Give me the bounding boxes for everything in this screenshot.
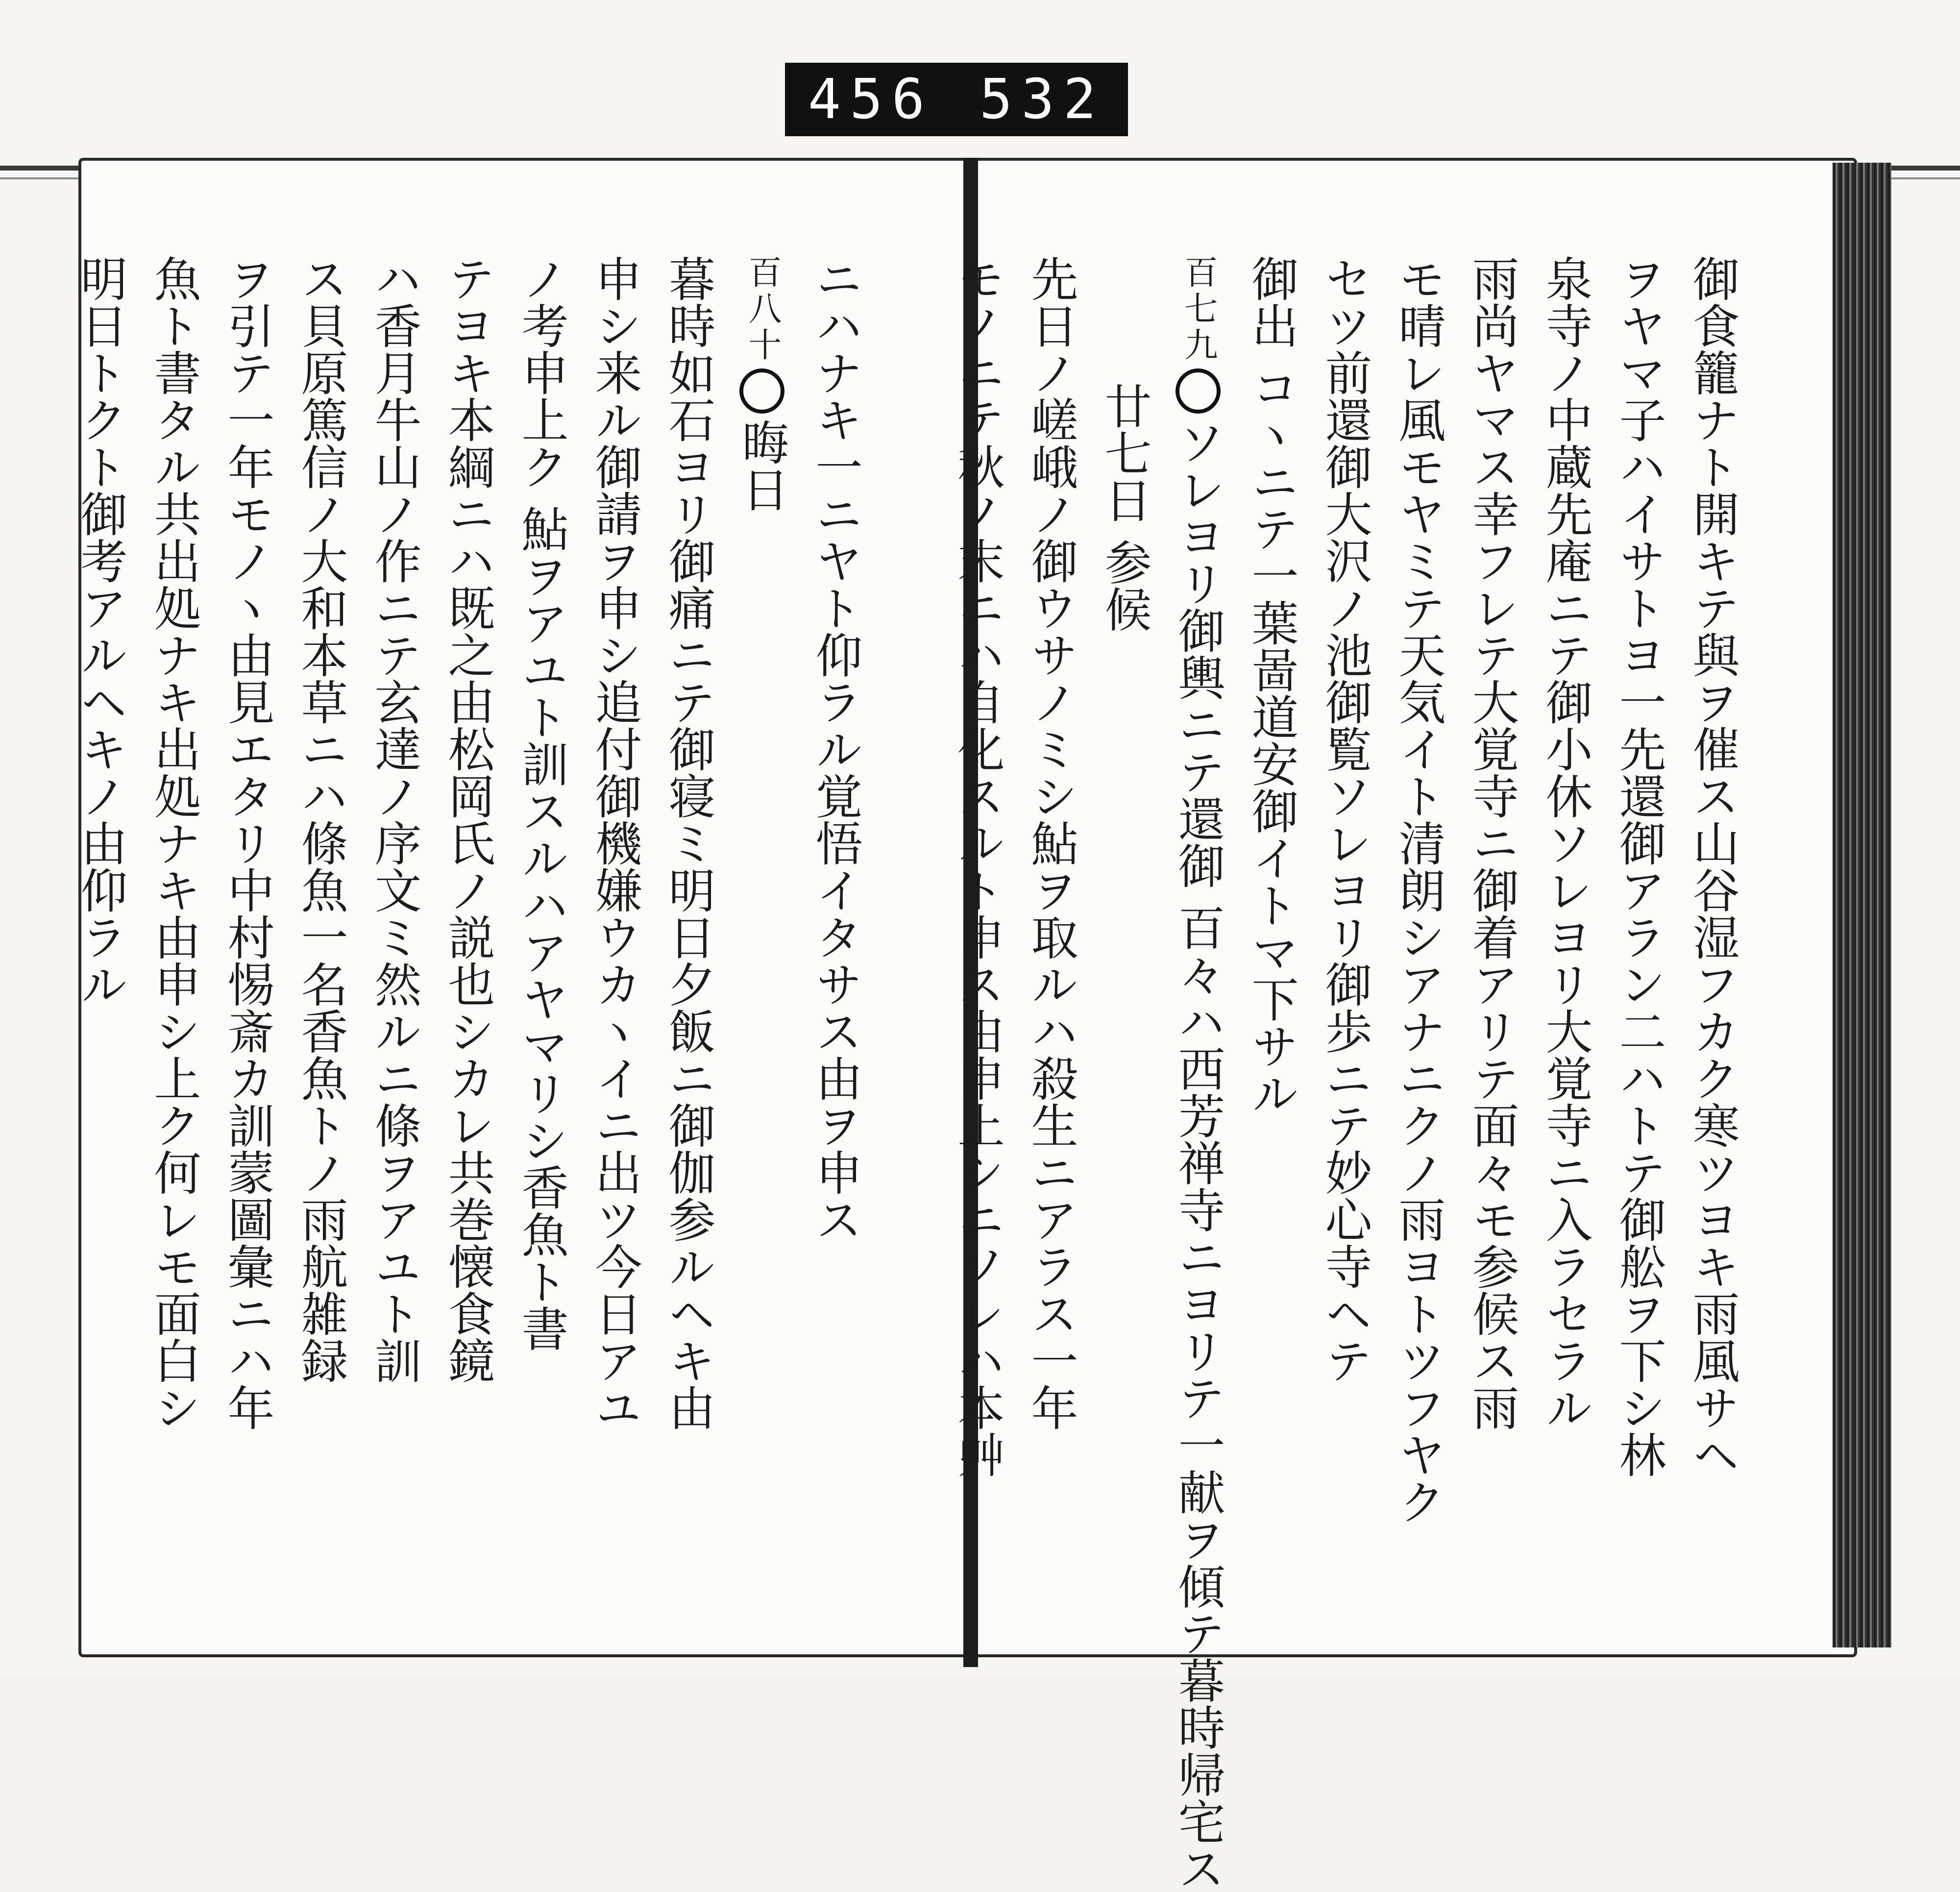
column-text: 申シ来ル御請ヲ申シ追付御機嫌ウカヽイニ出ツ今日アユ <box>588 255 642 1431</box>
column-text: 魚ト書タル共出処ナキ出処ナキ由申シ上ク何レモ面白シ <box>147 255 201 1431</box>
text-column <box>1235 255 1308 1499</box>
circle-marker-icon <box>1176 369 1221 414</box>
column-text: ス貝原篤信ノ大和本草ニハ條魚一名香魚トノ雨航雑録 <box>294 255 348 1384</box>
text-column <box>211 255 284 1499</box>
column-text: ハ香月牛山ノ作ニテ玄達ノ序文ミ然ルニ條ヲアユト訓 <box>367 255 422 1384</box>
text-column <box>1308 255 1382 1499</box>
column-text: ソレヨリ御輿ニテ還御 百々ハ西芳禅寺ニヨリテ一献ヲ傾テ暮時帰宅ス <box>1171 418 1225 1892</box>
frame-number-left: 456 <box>808 68 934 131</box>
text-column <box>137 255 211 1499</box>
text-column <box>284 255 358 1499</box>
text-column <box>1161 255 1235 1892</box>
text-column <box>799 255 872 1499</box>
text-column <box>64 255 137 1499</box>
left-page-text <box>73 0 872 1499</box>
column-text: 先日ノ嵯峨ノ御ウサノミシ鮎ヲ取ルハ殺生ニアラス一年 <box>1024 255 1078 1431</box>
text-column <box>505 255 578 1499</box>
column-text: ヲヤマ子ハイサトヨ一先還御アラン二ハトテ御舩ヲ下シ林 <box>1612 255 1666 1478</box>
frame-number-right: 532 <box>979 68 1105 131</box>
text-column <box>578 255 652 1499</box>
text-column <box>652 255 725 1499</box>
column-text: セツ前還御大沢ノ池御覧ソレヨリ御歩ニテ妙心寺ヘテ <box>1318 255 1372 1384</box>
column-text: ニハナキ一ニヤト仰ラル覚悟イタサス由ヲ申ス <box>808 255 863 1243</box>
text-column <box>1382 255 1455 1525</box>
text-column <box>358 255 431 1499</box>
column-text: テヨキ本綱ニハ既之由松岡氏ノ説也シカレ共巻懐食鏡 <box>441 255 495 1384</box>
page-edges <box>1833 163 1891 1647</box>
text-column <box>431 255 505 1499</box>
column-text: 廿七日 参候 <box>1097 382 1152 633</box>
text-column <box>1014 255 1088 1499</box>
right-page-text <box>946 0 1749 1892</box>
column-text: 御食籠ナト開キテ與ヲ催ス山谷湿フカク寒ツヨキ雨風サヘ <box>1685 255 1740 1478</box>
circle-marker-icon <box>739 369 784 414</box>
entry-number: 百八十 <box>743 255 782 364</box>
column-text: ノ考申上ク 鮎ヲアユト訓スルハアヤマリシ香魚ト書 <box>514 255 569 1352</box>
column-text: 雨尚ヤマス幸フレテ大覚寺ニ御着アリテ面々モ参候ス雨 <box>1465 255 1519 1431</box>
column-text: 泉寺ノ中蔵先庵ニテ御小休ソレヨリ大覚寺ニ入ラセラル <box>1538 255 1593 1431</box>
text-column <box>1455 255 1529 1499</box>
text-column <box>941 255 1014 1499</box>
column-text: モノニテ秋ノ末ニハ自化スルト申ス由申上シニソレハ本艸 <box>950 255 1005 1478</box>
column-text: 御出 コヽニテ一葉啚道安御イトマ下サル <box>1244 255 1299 1117</box>
text-column <box>1088 255 1161 1499</box>
text-column <box>725 255 799 1499</box>
entry-number: 百七九 <box>1179 255 1218 364</box>
column-text: モ晴レ風モヤミテ天気イト清朗シアナニクノ雨ヨトツフヤク <box>1391 255 1446 1525</box>
column-text: 暮時如石ヨリ御痛ニテ御寝ミ明日夕飯ニ御伽参ルヘキ由 <box>661 255 716 1431</box>
text-column <box>1602 255 1676 1499</box>
text-column <box>1676 255 1749 1499</box>
text-column <box>1529 255 1602 1499</box>
column-text: 明日トクト御考アルヘキノ由仰ラル <box>73 255 128 1007</box>
column-text: ヲ引テ一年モノヽ由見エタリ中村惕斎カ訓蒙圖彙ニハ年 <box>220 255 275 1431</box>
column-text: 晦日 <box>735 418 789 513</box>
